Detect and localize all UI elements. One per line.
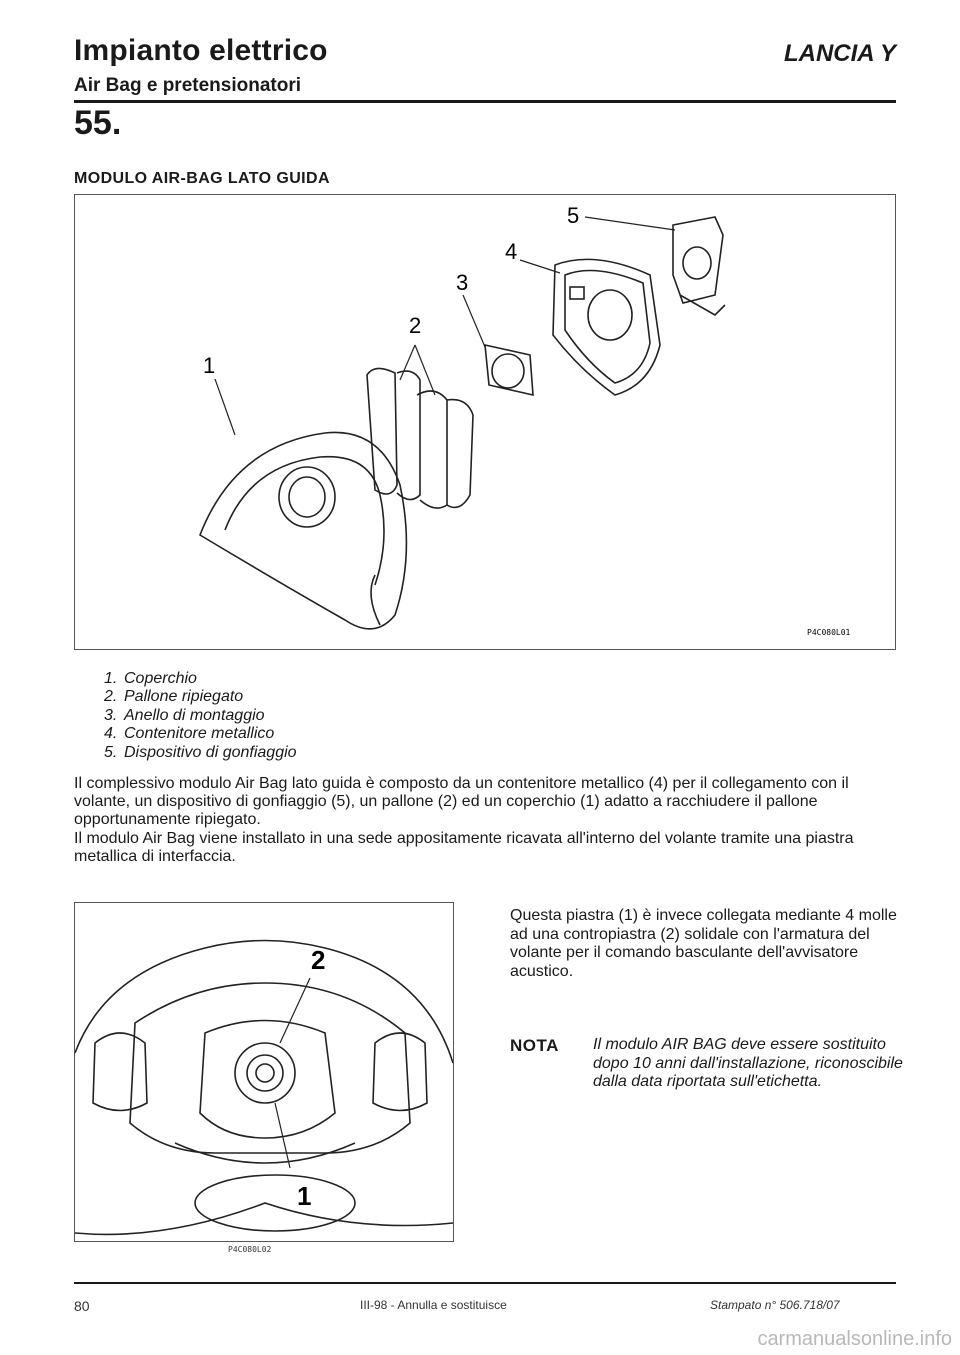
- fig2-callout-1: 1: [297, 1181, 312, 1211]
- steering-wheel-drawing: [75, 903, 453, 1241]
- brand-label: LANCIA Y: [783, 40, 896, 67]
- footer-rule: [74, 1282, 896, 1284]
- footer-right: Stampato n° 506.718/07: [710, 1298, 840, 1312]
- legend-text: Coperchio: [124, 670, 197, 687]
- fig1-callout-5: 5: [567, 203, 580, 228]
- nota-label: NOTA: [510, 1036, 559, 1055]
- fig2-callout-2: 2: [311, 945, 326, 975]
- footer-page-number: 80: [74, 1298, 90, 1314]
- legend-number: 4.: [104, 725, 118, 743]
- legend-item: [104, 725, 297, 743]
- legend-number: 3.: [104, 706, 118, 724]
- body-paragraph-2: Il modulo Air Bag viene installato in una sede appositamente ricavata all'interno del volante tramite una piastra metallica di interfaccia.: [74, 829, 854, 865]
- legend-item: [104, 744, 297, 762]
- page-title: Impianto elettrico: [74, 34, 328, 67]
- legend-item: [104, 670, 297, 688]
- body-paragraph: [74, 775, 896, 866]
- legend-text: Anello di montaggio: [124, 706, 265, 724]
- legend-number: 2.: [104, 688, 118, 706]
- legend-text: Dispositivo di gonfiaggio: [124, 743, 297, 761]
- legend-item: [104, 688, 297, 706]
- section-title: MODULO AIR-BAG LATO GUIDA: [74, 170, 330, 187]
- figure-legend: [104, 670, 297, 762]
- side-paragraph: Questa piastra (1) è invece collegata mediante 4 molle ad una contropiastra (2) solidale con l'armatura del volante per il comando basculante dell'avvisatore acustico.: [510, 907, 897, 980]
- section-number: 55.: [74, 104, 122, 142]
- header-rule: [74, 100, 896, 103]
- fig2-code: P4C080L02: [228, 1245, 272, 1254]
- legend-text: Pallone ripiegato: [124, 688, 244, 706]
- fig1-callout-3: 3: [456, 270, 469, 295]
- legend-number: 1.: [104, 670, 118, 687]
- fig1-callout-1: 1: [203, 353, 216, 378]
- body-paragraph-1: Il complessivo modulo Air Bag lato guida è composto da un contenitore metallico (4) per il collegamento con il volante, un dispositivo di gonfiaggio (5), un pallone (2) ed un coperchio (1) adatto a racchiudere il pallone opportunamente ripiegato.: [74, 775, 849, 829]
- fig1-callout-4: 4: [505, 239, 518, 264]
- footer-center: III-98 - Annulla e sostituisce: [360, 1298, 507, 1312]
- legend-number: 5.: [104, 743, 118, 761]
- figure-steering-wheel: [74, 902, 454, 1242]
- watermark: carmanualsonline.info: [757, 1328, 952, 1350]
- fig1-callout-2: 2: [409, 313, 422, 338]
- figure-airbag-exploded: [74, 194, 896, 650]
- legend-item: [104, 707, 297, 725]
- page-subtitle: Air Bag e pretensionatori: [74, 75, 301, 96]
- nota-text: Il modulo AIR BAG deve essere sostituito dopo 10 anni dall'installazione, riconoscibile dalla data riportata sull'etichetta.: [593, 1036, 903, 1091]
- legend-text: Contenitore metallico: [124, 725, 275, 743]
- airbag-exploded-drawing: [75, 195, 895, 649]
- fig1-code: P4C080L01: [807, 628, 851, 637]
